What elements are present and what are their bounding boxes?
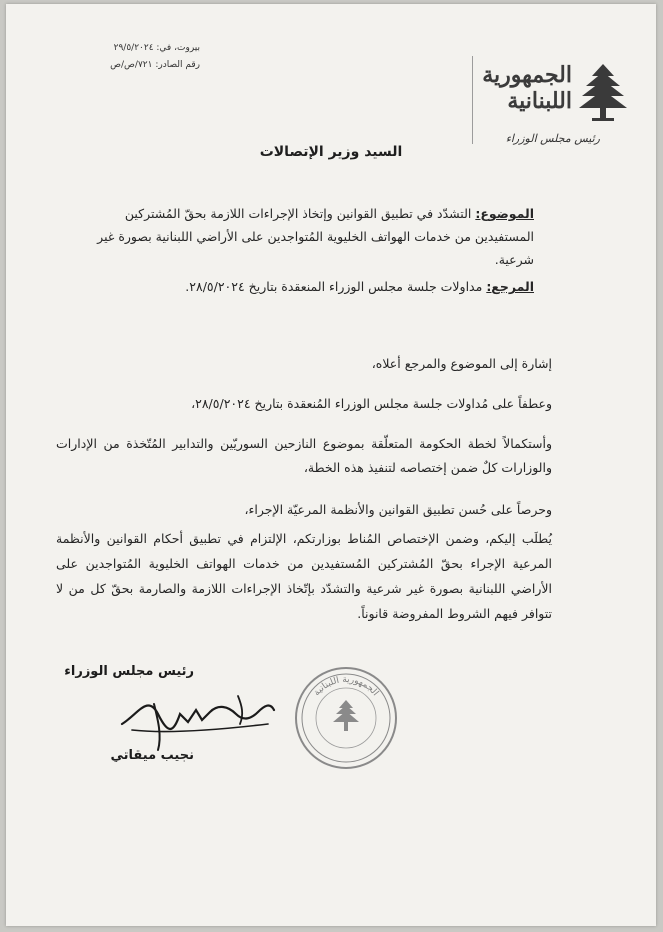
paragraph-5: يُطلَب إليكم، وضمن الإختصاص المُناط بوزارتكم، الإلتزام في تطبيق أحكام القوانين والأنظمة المرعية الإجراء بحقّ المُشتركين المُستفيدين من خدمات الهواتف الخليوية المُتواجدين على الأراضي اللبنانية بصورة غير شرعية والتشدّد بإتّخاذ الإجراءات اللازمة والصارمة بحقّ كل من لا تتوافر فيهم الشروط المفروضة قانوناً.	[56, 531, 552, 621]
seal-cedar-icon	[333, 700, 359, 731]
signatory-title: رئيس مجلس الوزراء	[64, 664, 194, 679]
cedar-tree-icon	[578, 62, 628, 124]
signatory-name: نجيب ميقاتي	[110, 748, 194, 763]
reference-text: مداولات جلسة مجلس الوزراء المنعقدة بتاريخ ٢٨/٥/٢٠٢٤.	[185, 279, 483, 294]
reference-label: المرجع:	[486, 279, 534, 294]
reference-block	[70, 40, 200, 74]
paragraph-1: إشارة إلى الموضوع والمرجع أعلاه،	[371, 356, 552, 371]
addressee: السيد وزير الإتصالات	[259, 144, 403, 160]
letter-page	[6, 4, 656, 926]
date-line: بيروت، في: ٢٩/٥/٢٠٢٤	[113, 43, 200, 53]
outgoing-number: رقم الصادر: ٧٢١/ص/ص	[110, 60, 200, 70]
office-name: رئيس مجلس الوزراء	[505, 132, 600, 145]
subject-text: التشدّد في تطبيق القوانين وإتخاذ الإجراءات اللازمة بحقّ المُشتركين المستفيدين من خدمات الهواتف الخليوية المُتواجدين على الأراضي اللبنانية بصورة غير شرعية.	[97, 206, 534, 267]
subject-label: الموضوع:	[475, 206, 534, 221]
paragraph-4: وحرصاً على حُسن تطبيق القوانين والأنظمة المرعيّة الإجراء،	[244, 502, 552, 517]
paragraph-3: وأستكمالاً لخطة الحكومة المتعلّقة بموضوع النازحين السوريّين والتدابير المُتّخذة من الإدارات والوزارات كلٌ ضمن إختصاصه لتنفيذ هذه الخطة،	[56, 436, 552, 475]
official-seal	[292, 664, 400, 772]
subject-line	[94, 202, 534, 271]
reference-line	[94, 276, 534, 298]
seal-text: الجمهورية اللبنانية	[312, 674, 381, 699]
republic-name: الجمهورية اللبنانية	[482, 62, 572, 114]
handwritten-signature	[118, 684, 278, 754]
paragraph-2: وعطفاً على مُداولات جلسة مجلس الوزراء المُنعقدة بتاريخ ٢٨/٥/٢٠٢٤،	[191, 396, 552, 411]
header-divider	[472, 56, 473, 144]
